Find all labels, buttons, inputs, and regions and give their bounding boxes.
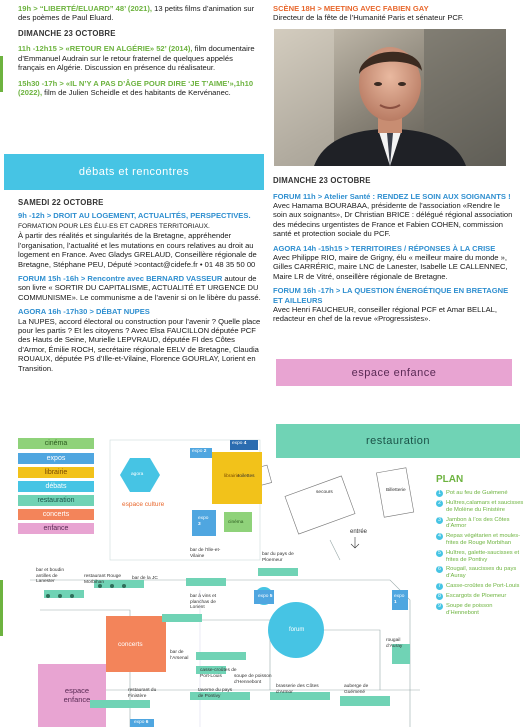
films-section	[18, 4, 258, 97]
plan-item	[436, 593, 524, 600]
map-bar-ille: bar de l’Ille-et-Vilaine	[190, 548, 221, 559]
plan-item	[436, 490, 524, 497]
map-bar-jc: bar de la JC	[132, 576, 158, 581]
map-soupe: soupe de poisson d’Hennebont	[234, 674, 272, 685]
plan-item-label: Huîtres, galette-saucisses et frites de Pontivy	[446, 549, 520, 563]
map-rougail: rougail d’Auray	[386, 638, 403, 649]
legend-expos: expos	[18, 453, 94, 464]
dimanche-debats	[273, 176, 513, 324]
debat-entry-vasseur: FORUM 15h -16h > Rencontre avec BERNARD VASSEUR autour de son livre « SORTIR DU CAPITALISME, ACTUALITÉ ET URGENCE DU COMMUNISME». Le communisme a de l’avenir si on le libère du passé.	[18, 274, 261, 302]
plan-number-badge: 5	[436, 550, 443, 557]
map-librairie: librairie	[224, 474, 240, 479]
debat-entry-sante: FORUM 11h > Atelier Santé : RENDEZ LE SOIN AUX SOIGNANTS ! Avec Hamama BOURABAA, présidente de l’association «Rendre le soin aux soignants», Dr Christian BRICE : délégué régional association des médecins urgentistes de France et Fabien COHEN, commission santé et protection sociale du PCF.	[273, 191, 513, 239]
film-entry-retour: 11h -12h15 > «RETOUR EN ALGÉRIE» 52’ (2014), film documentaire d’Emmanuel Audrain sur le retour fraternel de quelques appelés français en Algérie. Discussion en présence du réalisateur.	[18, 44, 255, 73]
plan-item	[436, 583, 524, 590]
plan-item	[436, 566, 524, 580]
page-edge-marker	[0, 56, 3, 92]
plan-number-badge: 9	[436, 603, 443, 610]
plan-list	[436, 474, 524, 620]
map-expo-2: expo 2	[192, 449, 207, 454]
plan-item-label: Repas végétarien et moules-frites de Rouge Morbihan	[446, 533, 521, 546]
map-expo-4: expo 4	[232, 441, 247, 446]
plan-number-badge: 8	[436, 593, 443, 600]
plan-title: PLAN	[436, 474, 464, 485]
plan-number-badge: 3	[436, 517, 443, 524]
portrait-image	[274, 29, 506, 166]
map-brasserie: brasserie des Côtes d’Armor	[276, 684, 319, 695]
plan-number-badge: 1	[436, 490, 443, 497]
map-bar-arsenal: bar de l’Arsenal	[170, 650, 189, 661]
debat-entry-territoires: AGORA 14h -15h15 > TERRITOIRES / RÉPONSES À LA CRISE Avec Philippe RIO, maire de Grigny, élu « meilleur maire du monde », Gilles CARRÉRIC, maire LNC de Lanester, Isabelle LE CALLENNEC, Maire LR de Vitré, onseillère régionale de Bretagne.	[273, 243, 508, 281]
plan-number-badge: 6	[436, 566, 443, 573]
section-band-restauration: restauration	[276, 424, 520, 458]
map-toilettes: toilettes	[238, 474, 255, 479]
plan-number-badge: 4	[436, 533, 443, 540]
map-entree: entrée	[350, 529, 368, 535]
plan-item-label: Jambon à l’os des Côtes d’Armor	[446, 516, 510, 530]
plan-item	[436, 603, 524, 617]
debat-entry-nupes: AGORA 16h -17h30 > DÉBAT NUPES La NUPES, accord électoral ou construction pour l’avenir ? Quelle place pour les partis ? Et les citoyens ? Avec Elsa FAUCILLON députée PCF des Hauts de Seine, Murielle LEPVRAUD, députée FI des Côtes d’Armor, Émilie ROCH, secrétaire régionale EELV de Bretagne, Claudia ROUAUX, députée PS d’Ille-et-Vilaine, Florence GOURLAY, Lorient en Transition.	[18, 307, 261, 373]
plan-item	[436, 517, 524, 531]
legend-librairie: librairie	[18, 467, 94, 478]
map-casse: casse-croûtes de Port-Louis	[200, 668, 237, 679]
map-cinema: cinéma	[228, 520, 244, 525]
film-entry-age: 15h30 -17h > «IL N’Y A PAS D’ÂGE POUR DIRE ‘JE T’AIME’»,1h10 (2022), film de Julien Scheidle et des habitants de Kervénanec.	[18, 78, 254, 98]
legend-concerts: concerts	[18, 509, 94, 520]
map-bar-boudin: bar et boudin antilles de Lanester	[36, 568, 65, 585]
plan-number-badge: 7	[436, 583, 443, 590]
plan-number-badge: 2	[436, 500, 443, 507]
map-bar-pays: bar du pays de Ploemeur	[262, 552, 294, 563]
map-concerts: concerts	[118, 641, 143, 648]
map-forum: forum	[289, 627, 305, 633]
film-entry-liberte: 19h > “LIBERTÉ/ELUARD” 48’ (2021), 13 petits films d’animation sur des poèmes de Paul Eluard.	[18, 4, 255, 23]
plan-item	[436, 550, 524, 564]
legend-debats: débats	[18, 481, 94, 492]
speaker-photo	[274, 29, 506, 166]
map-taverne: taverne du pays de Pontivy	[198, 688, 233, 699]
plan-item-label: Huîtres,calamars et saucisses de Molène du Finistère	[446, 500, 524, 513]
plan-item-label: Pot au feu de Guémené	[446, 490, 508, 496]
day-heading: DIMANCHE 23 OCTOBRE	[273, 176, 371, 185]
map-expo-5: expo 5	[258, 594, 273, 599]
legend-enfance: enfance	[18, 523, 94, 534]
meeting-section	[273, 4, 509, 23]
plan-item-label: Escargots de Ploemeur	[446, 592, 507, 599]
debat-entry-energie: FORUM 16h -17h > LA QUESTION ÉNERGÉTIQUE EN BRETAGNE ET AILLEURS Avec Henri FAUCHEUR, conseiller régional PCF et Amar BELLAL, redacteur en chef de la revue «Progressistes».	[273, 286, 509, 324]
map-secours: secours	[316, 490, 333, 495]
map-restaurant-rouge: restaurant Rouge Morbihan	[84, 574, 122, 585]
day-heading: DIMANCHE 23 OCTOBRE	[18, 28, 116, 38]
map-agora: agora	[131, 472, 144, 477]
map-bar-vins: bar à vins et planchas de Lorient	[190, 594, 217, 611]
debats-section	[18, 198, 262, 373]
map-expo-1: expo 1	[394, 594, 405, 605]
plan-item	[436, 500, 524, 514]
section-band-enfance: espace enfance	[276, 359, 512, 386]
plan-item-label: Soupe de poisson d’Hennebont	[446, 602, 493, 616]
plan-item-label: Rougail, saucisses du pays d’Auray	[446, 566, 517, 580]
legend-restauration: restauration	[18, 495, 94, 506]
scene-title: SCÈNE 18H > MEETING AVEC FABIEN GAY	[273, 4, 429, 13]
section-band-debats: débats et rencontres	[4, 154, 264, 190]
site-map	[0, 430, 440, 727]
scene-subtitle: Directeur de la fête de l’Humanité Paris et sénateur PCF.	[273, 13, 464, 23]
map-expo-6: expo 6	[134, 720, 149, 725]
legend-cinema: cinéma	[18, 438, 94, 449]
map-espace-enfance: espace enfance	[63, 686, 91, 704]
plan-item-label: Casse-croûtes de Port-Louis	[446, 582, 520, 589]
plan-item	[436, 533, 524, 547]
map-auberge: auberge de Guémené	[344, 684, 369, 695]
map-rest-finistere: restaurant du Finistère	[128, 688, 157, 699]
map-espace-culture: espace culture	[122, 501, 165, 508]
day-heading: SAMEDI 22 OCTOBRE	[18, 198, 104, 207]
map-expo-3: expo 3	[198, 516, 209, 527]
map-billetterie: Billetterie	[386, 488, 406, 493]
debat-entry-logement: 9h -12h > DROIT AU LOGEMENT, ACTUALITÉS, PERSPECTIVES. FORMATION POUR LES ÉLU·ES ET CADRES TERRITORIAUX. À partir des réalités et singularités de la Bretagne, appréhender l’organisation, l’actualité et les mutations en cours relatives au droit au logement en France. Avec Gladys GRELAUD, Conseillère régionale de Bretagne, Stéphane PEU, Député >contact@cidefe.fr • 01 48 35 50 00	[18, 210, 257, 269]
